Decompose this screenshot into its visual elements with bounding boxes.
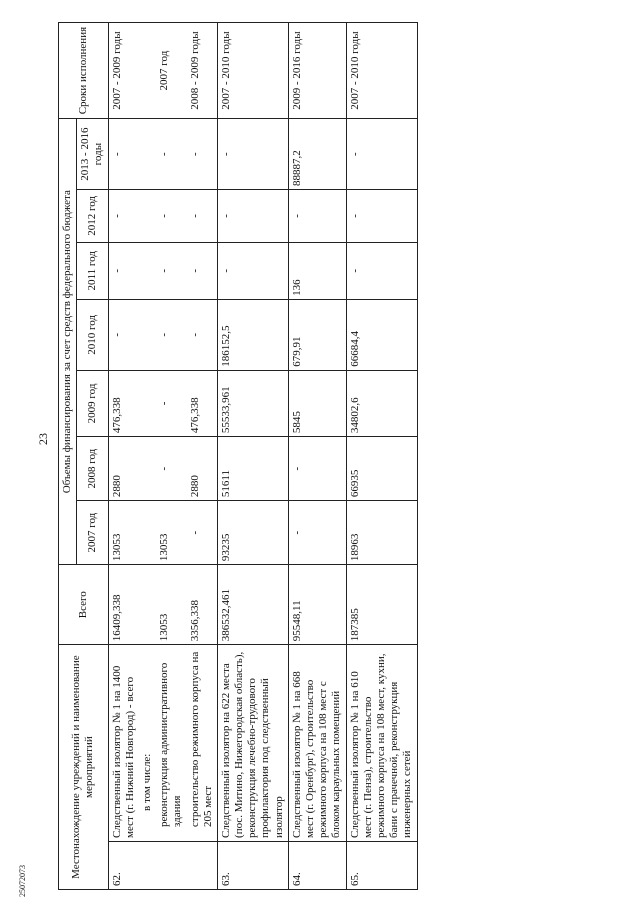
row-2007: - (288, 501, 346, 565)
row-2011: 136 (288, 242, 346, 299)
row-terms (139, 23, 156, 119)
row-2012 (139, 190, 156, 243)
table-row (288, 23, 346, 890)
row-2008: 66935 (346, 437, 417, 501)
row-2008 (139, 437, 156, 501)
row-number: 63. (217, 841, 288, 889)
row-2007: 13053 (156, 501, 186, 565)
header-total: Всего (59, 565, 109, 645)
row-total (139, 565, 156, 645)
row-2009: 55533,961 (217, 370, 288, 436)
row-2011 (139, 242, 156, 299)
row-number: 62. (108, 841, 139, 889)
row-2011: - (217, 242, 288, 299)
row-2011: - (108, 242, 139, 299)
table-row (156, 23, 186, 890)
row-2010 (139, 299, 156, 370)
row-2013-2016: 88887,2 (288, 119, 346, 190)
row-2008: 51611 (217, 437, 288, 501)
header-location: Местонахождение учреждений и наименование мероприятий (59, 645, 109, 890)
row-2008: 2880 (187, 437, 218, 501)
row-2007: 13053 (108, 501, 139, 565)
row-2011: - (156, 242, 186, 299)
row-total: 16409,338 (108, 565, 139, 645)
header-2008: 2008 год (77, 437, 108, 501)
row-terms: 2007 - 2010 годы (346, 23, 417, 119)
header-2012: 2012 год (77, 190, 108, 243)
row-2012: - (187, 190, 218, 243)
row-2007 (139, 501, 156, 565)
row-total: 95548,11 (288, 565, 346, 645)
row-2010: 186152,5 (217, 299, 288, 370)
row-2013-2016: - (108, 119, 139, 190)
row-2012: - (108, 190, 139, 243)
row-name: строительство режимного корпуса на 205 мест (187, 645, 218, 842)
header-funding: Объемы финансирования за счет средств федерального бюджета (59, 119, 77, 565)
row-2009 (139, 370, 156, 436)
table-row (187, 23, 218, 890)
row-2008: - (156, 437, 186, 501)
row-number (139, 841, 156, 889)
header-2010: 2010 год (77, 299, 108, 370)
row-number (156, 841, 186, 889)
row-2012: - (346, 190, 417, 243)
row-2012: - (156, 190, 186, 243)
row-number: 65. (346, 841, 417, 889)
row-2013-2016: - (346, 119, 417, 190)
header-2013-2016: 2013 - 2016 годы (77, 119, 108, 190)
row-2013-2016 (139, 119, 156, 190)
row-name: Следственный изолятор на 622 места (пос. Митино, Нижегородская область), реконструкция лечебно-трудового профилактория под следственный изолятор (217, 645, 288, 842)
row-2010: 66684,4 (346, 299, 417, 370)
document-code: 25072073 (18, 865, 27, 897)
row-2007: 18963 (346, 501, 417, 565)
header-2011: 2011 год (77, 242, 108, 299)
row-2009: 476,338 (187, 370, 218, 436)
row-total: 187385 (346, 565, 417, 645)
row-name: Следственный изолятор № 1 на 668 мест (г. Оренбург), строительство режимного корпуса на 108 мест с блоком караульных помещений (288, 645, 346, 842)
row-total: 386532,461 (217, 565, 288, 645)
row-2013-2016: - (187, 119, 218, 190)
row-2009: 5845 (288, 370, 346, 436)
page-number: 23 (36, 433, 50, 445)
row-2012: - (217, 190, 288, 243)
row-2007: 93235 (217, 501, 288, 565)
header-terms: Сроки исполнения (59, 23, 109, 119)
row-2007: - (187, 501, 218, 565)
row-total: 13053 (156, 565, 186, 645)
funding-table (58, 22, 418, 890)
row-2009: 476,338 (108, 370, 139, 436)
table-row (217, 23, 288, 890)
row-terms: 2007 - 2009 годы (108, 23, 139, 119)
row-2011: - (187, 242, 218, 299)
row-2010: - (156, 299, 186, 370)
row-terms: 2009 - 2016 годы (288, 23, 346, 119)
row-name: Следственный изолятор № 1 на 1400 мест (г. Нижний Новгород) - всего (108, 645, 139, 842)
row-terms: 2007 год (156, 23, 186, 119)
table-row (108, 23, 139, 890)
header-2009: 2009 год (77, 370, 108, 436)
row-2009: - (156, 370, 186, 436)
row-name: Следственный изолятор № 1 на 610 мест (г. Пенза), строительство режимного корпуса на 108 мест, кухни, бани с прачечной, реконструкция инженерных сетей (346, 645, 417, 842)
row-number (187, 841, 218, 889)
row-terms: 2007 - 2010 годы (217, 23, 288, 119)
row-2008: 2880 (108, 437, 139, 501)
row-2013-2016: - (156, 119, 186, 190)
row-2010: - (187, 299, 218, 370)
row-2010: 679,91 (288, 299, 346, 370)
header-2007: 2007 год (77, 501, 108, 565)
row-2008: - (288, 437, 346, 501)
row-2010: - (108, 299, 139, 370)
row-name: в том числе: (139, 645, 156, 842)
row-number: 64. (288, 841, 346, 889)
row-total: 3356,338 (187, 565, 218, 645)
table-row (346, 23, 417, 890)
row-2013-2016: - (217, 119, 288, 190)
rotated-table-wrapper (58, 22, 598, 890)
row-name: реконструкция административного здания (156, 645, 186, 842)
row-2009: 34802,6 (346, 370, 417, 436)
row-2012: - (288, 190, 346, 243)
row-2011: - (346, 242, 417, 299)
row-terms: 2008 - 2009 годы (187, 23, 218, 119)
table-row (139, 23, 156, 890)
